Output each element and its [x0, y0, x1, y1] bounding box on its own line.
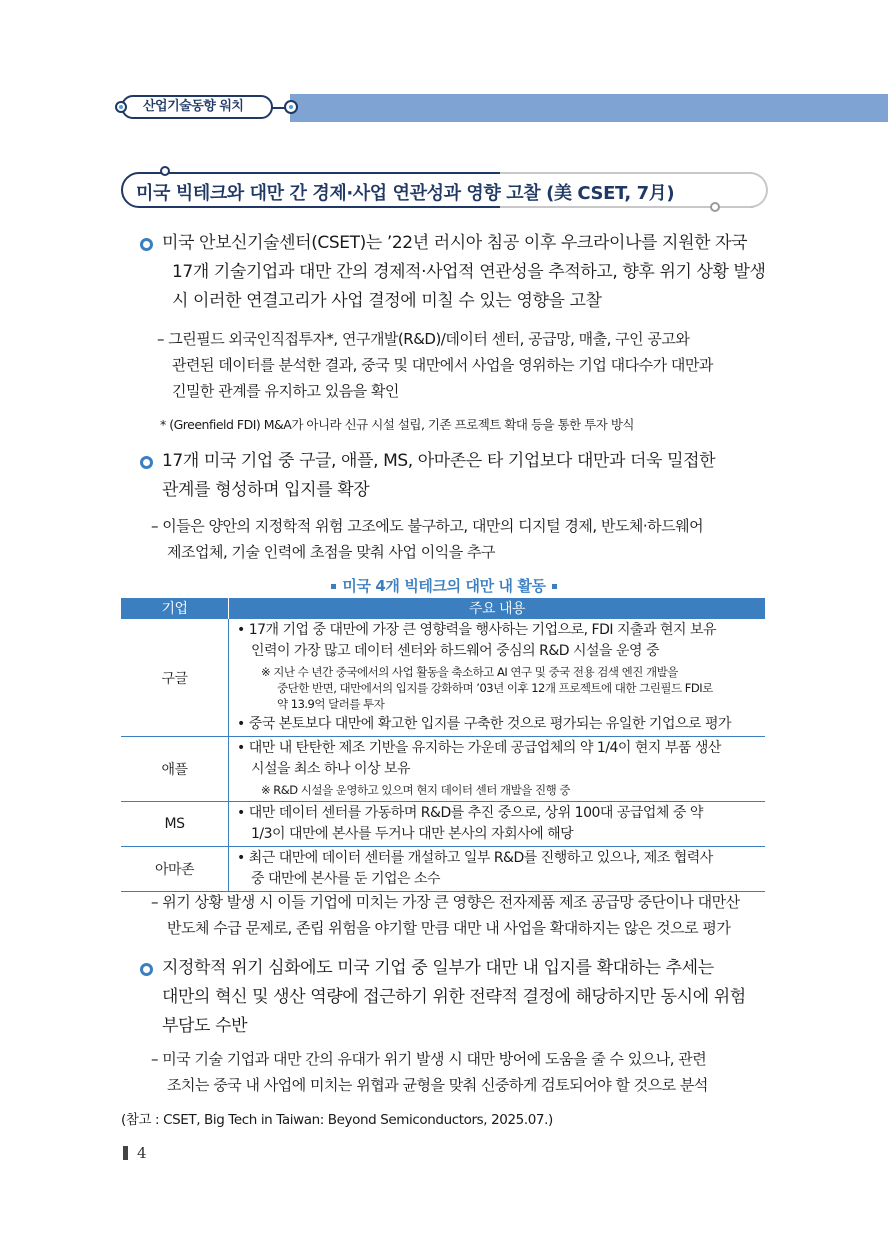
sub-line: – 이들은 양안의 지정학적 위험 고조에도 불구하고, 대만의 디지털 경제, 반도체·하드웨어 — [151, 517, 704, 535]
table-header-row — [121, 598, 765, 619]
bullet-circle-icon — [140, 238, 153, 251]
source-citation: (참고 : CSET, Big Tech in Taiwan: Beyond Semiconductors, 2025.07.) — [121, 1112, 553, 1128]
title-top-dot-icon — [160, 166, 170, 176]
bullet-circle-icon — [140, 963, 153, 976]
content-cell — [229, 619, 766, 737]
bullet-3-text — [162, 954, 746, 1041]
sub-line: – 위기 상황 발생 시 이들 기업에 미치는 가장 큰 영향은 전자제품 제조 공급망 중단이나 대만산 — [151, 893, 740, 911]
sub-line: 반도체 수급 문제로, 존립 위험을 야기할 만큼 대만 내 사업을 확대하지는 않은 것으로 평가 — [167, 919, 731, 937]
bullet-3-line: 지정학적 위기 심화에도 미국 기업 중 일부가 대만 내 입지를 확대하는 추세는 — [162, 958, 714, 978]
page-number: 4 — [137, 1144, 147, 1162]
sub-line: – 미국 기술 기업과 대만 간의 유대가 위기 발생 시 대만 방어에 도움을 줄 수 있으나, 관련 — [151, 1050, 707, 1068]
header-tab-label: 산업기술동향 워치 — [143, 99, 244, 114]
header-start-dot-inner — [119, 105, 123, 109]
bullet-2-line: 17개 미국 기업 중 구글, 애플, MS, 아마존은 타 기업보다 대만과 더욱 밀접한 — [162, 451, 716, 471]
bullet-1-sub — [157, 326, 713, 404]
header-end-dot-inner — [289, 105, 293, 109]
bullet-1-line: 미국 안보신기술센터(CSET)는 ’22년 러시아 침공 이후 우크라이나를 지원한 자국 — [162, 233, 748, 253]
sub-line: 관련된 데이터를 분석한 결과, 중국 및 대만에서 사업을 영위하는 기업 대다수가 대만과 — [172, 356, 713, 374]
bigtech-table — [121, 598, 765, 892]
company-cell: 아마존 — [121, 847, 229, 892]
bullet-2-sub — [151, 513, 703, 565]
header-tab — [121, 95, 273, 119]
page-marker-bar — [123, 1146, 128, 1160]
content-cell — [229, 802, 766, 847]
content-bullet-cont: 시설을 최소 하나 이상 보유 — [251, 761, 411, 777]
content-bullet-cont: 인력이 가장 많고 데이터 센터와 하드웨어 중심의 R&D 시설을 운영 중 — [251, 643, 660, 659]
bullet-1-line: 17개 기술기업과 대만 간의 경제적·사업적 연관성을 추적하고, 향후 위기 상황 발생 — [172, 262, 766, 282]
bullet-circle-icon — [140, 456, 153, 469]
bullet-3-sub — [151, 1046, 708, 1098]
content-note: ※ 지난 수 년간 중국에서의 사업 활동을 축소하고 AI 연구 및 중국 전용 검색 엔진 개발을 — [261, 665, 678, 679]
bullet-1-line: 시 이러한 연결고리가 사업 결정에 미칠 수 있는 영향을 고찰 — [172, 291, 602, 311]
content-note-cont: 중단한 반면, 대만에서의 입지를 강화하며 ’03년 이후 12개 프로젝트에 대한 그린필드 FDI로 — [277, 681, 713, 695]
content-bullet: • 17개 기업 중 대만에 가장 큰 영향력을 행사하는 기업으로, FDI 지출과 현지 보유 — [237, 622, 717, 638]
header-content: 주요 내용 — [229, 598, 766, 619]
content-bullet-cont: 1/3이 대만에 본사를 두거나 대만 본사의 자회사에 해당 — [251, 826, 574, 842]
content-cell — [229, 847, 766, 892]
table-row — [121, 847, 765, 892]
activity-table — [121, 598, 765, 892]
caption-square-icon — [552, 584, 557, 589]
content-bullet-cont: 중 대만에 본사를 둔 기업은 소수 — [251, 871, 441, 887]
content-bullet: • 대만 내 탄탄한 제조 기반을 유지하는 가운데 공급업체의 약 1/4이 현지 부품 생산 — [237, 740, 721, 756]
header-band — [290, 94, 888, 122]
bullet-2-line: 관계를 형성하며 입지를 확장 — [162, 480, 370, 500]
sub-line: – 그린필드 외국인직접투자*, 연구개발(R&D)/데이터 센터, 공급망, 매출, 구인 공고와 — [157, 330, 690, 348]
title-bottom-dot-icon — [710, 202, 720, 212]
sub-line: 제조업체, 기술 인력에 초점을 맞춰 사업 이익을 추구 — [167, 543, 495, 561]
content-bullet: • 최근 대만에 데이터 센터를 개설하고 일부 R&D를 진행하고 있으나, 제조 협력사 — [237, 850, 713, 866]
caption-square-icon — [331, 584, 336, 589]
bullet-3-line: 대만의 혁신 및 생산 역량에 접근하기 위한 전략적 결정에 해당하지만 동시에 위험 — [162, 987, 746, 1007]
table-row — [121, 737, 765, 802]
after-table-sub — [151, 889, 740, 941]
bullet-3-line: 부담도 수반 — [162, 1016, 248, 1036]
content-note: ※ R&D 시설을 운영하고 있으며 현지 데이터 센터 개발을 진행 중 — [261, 783, 571, 797]
content-note-cont: 약 13.9억 달러를 투자 — [277, 697, 385, 711]
sub-line: 조치는 중국 내 사업에 미치는 위협과 균형을 맞춰 신중하게 검토되어야 할 것으로 분석 — [167, 1076, 708, 1094]
content-bullet: • 중국 본토보다 대만에 확고한 입지를 구축한 것으로 평가되는 유일한 기업으로 평가 — [237, 716, 732, 732]
table-row — [121, 619, 765, 737]
company-cell: 애플 — [121, 737, 229, 802]
content-bullet: • 대만 데이터 센터를 가동하며 R&D를 추진 중으로, 상위 100대 공급업체 중 약 — [237, 805, 703, 821]
table-row — [121, 802, 765, 847]
content-cell — [229, 737, 766, 802]
header-company: 기업 — [121, 598, 229, 619]
company-cell: 구글 — [121, 619, 229, 737]
section-title: 미국 빅테크와 대만 간 경제·사업 연관성과 영향 고찰 (美 CSET, 7月) — [136, 183, 675, 204]
sub-line: 긴밀한 관계를 유지하고 있음을 확인 — [172, 382, 399, 400]
footnote: * (Greenfield FDI) M&A가 아니라 신규 시설 설립, 기존 프로젝트 확대 등을 통한 투자 방식 — [160, 417, 634, 432]
bullet-1-text — [162, 229, 766, 316]
bullet-2-text — [162, 447, 715, 505]
table-caption — [0, 575, 888, 596]
company-cell: MS — [121, 802, 229, 847]
table-caption-text: 미국 4개 빅테크의 대만 내 활동 — [342, 577, 546, 595]
